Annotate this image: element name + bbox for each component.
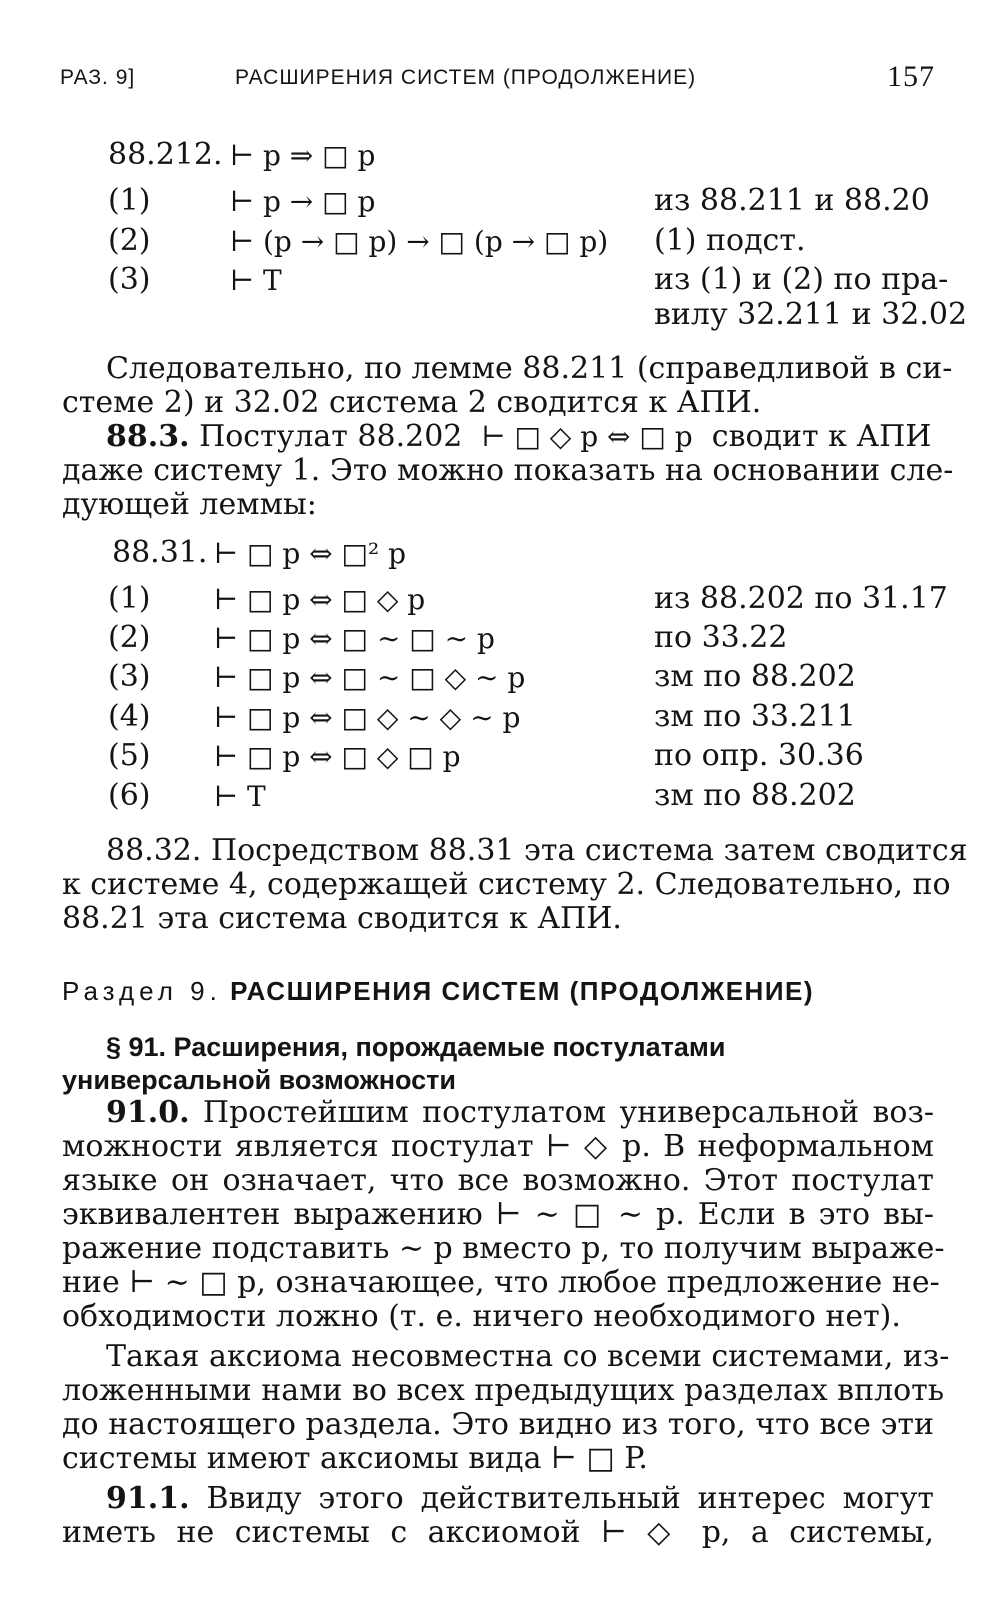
- paragraph-line: ние ⊢ ∼ □ p, означающее, что любое предложение не-: [62, 1265, 940, 1300]
- postulate-formula: ⊢ □ ◇ p ⇔ □ p: [481, 420, 693, 453]
- lemma-88-212-formula: ⊢ p ⇒ □ p: [230, 139, 376, 172]
- paragraph-line: 88.21 эта система сводится к АПИ.: [62, 901, 622, 936]
- step-justification: по 33.22: [654, 620, 788, 655]
- paragraph-line: до настоящего раздела. Это видно из того, что все эти: [62, 1407, 934, 1442]
- step-justification: зм по 88.202: [654, 659, 856, 694]
- step-justification-continued: вилу 32.211 и 32.02: [654, 297, 968, 332]
- paragraph-text: Ввиду этого действительный интерес могут: [206, 1481, 934, 1516]
- step-formula: ⊢ T: [214, 780, 266, 813]
- paragraph-line: языке он означает, что все возможно. Этот постулат: [62, 1163, 934, 1198]
- step-formula: ⊢ □ p ⇔ □ ∼ □ ∼ p: [214, 622, 495, 655]
- paragraph-line: иметь не системы с аксиомой ⊢ ◇ p, а системы,: [62, 1515, 934, 1550]
- step-justification: из 88.211 и 88.20: [654, 183, 930, 218]
- step-justification: зм по 88.202: [654, 778, 856, 813]
- step-justification: (1) подст.: [654, 223, 806, 258]
- paragraph-line: к системе 4, содержащей систему 2. Следовательно, по: [62, 867, 951, 902]
- step-number: (2): [108, 620, 151, 655]
- paragraph-line: ложенными нами во всех предыдущих разделах вплоть: [62, 1373, 945, 1408]
- section-heading: [62, 974, 814, 1009]
- paragraph-line: 88.32. Посредством 88.31 эта система затем сводится: [106, 833, 968, 868]
- paragraph-line: системы имеют аксиомы вида ⊢ □ P.: [62, 1441, 648, 1476]
- paragraph-line: даже систему 1. Это можно показать на основании сле-: [62, 453, 954, 488]
- paragraph-line: обходимости ложно (т. е. ничего необходимого нет).: [62, 1299, 901, 1334]
- paragraph-text: сводит к АПИ: [711, 419, 932, 454]
- section-prefix: Раздел 9.: [62, 976, 222, 1006]
- lemma-88-212-label: 88.212.: [108, 137, 223, 172]
- step-formula: ⊢ (p → □ p) → □ (p → □ p): [230, 225, 609, 258]
- step-formula: ⊢ p → □ p: [230, 185, 376, 218]
- step-number: (5): [108, 738, 151, 773]
- step-number: (2): [108, 223, 151, 258]
- running-title: РАСШИРЕНИЯ СИСТЕМ (ПРОДОЛЖЕНИЕ): [235, 66, 697, 89]
- paragraph-line: ражение подставить ∼ p вместо p, то получим выраже-: [62, 1231, 945, 1266]
- step-formula: ⊢ □ p ⇔ □ ∼ □ ◇ ∼ p: [214, 661, 526, 694]
- paragraph-line: можности является постулат ⊢ ◇ p. В неформальном: [62, 1129, 934, 1164]
- section-number: 88.3.: [106, 419, 190, 454]
- step-number: (1): [108, 183, 151, 218]
- paragraph-line: Следовательно, по лемме 88.211 (справедливой в си-: [106, 351, 953, 386]
- step-formula: ⊢ □ p ⇔ □ ◇ p: [214, 583, 426, 616]
- paragraph-line: Такая аксиома несовместна со всеми системами, из-: [106, 1339, 950, 1374]
- paragraph-line: стеме 2) и 32.02 система 2 сводится к АПИ.: [62, 385, 762, 420]
- subsection-heading-line-1: § 91. Расширения, порождаемые постулатами: [106, 1032, 726, 1062]
- step-formula: ⊢ T: [230, 264, 282, 297]
- paragraph-88-3-line-1: [106, 420, 931, 454]
- chapter-ref: РАЗ. 9]: [60, 66, 136, 89]
- paragraph-text: Простейшим постулатом универсальной воз-: [202, 1095, 934, 1130]
- step-justification: из (1) и (2) по пра-: [654, 262, 949, 297]
- step-number: (3): [108, 659, 151, 694]
- section-number: 91.0.: [106, 1095, 190, 1130]
- section-title: РАСШИРЕНИЯ СИСТЕМ (ПРОДОЛЖЕНИЕ): [230, 976, 815, 1006]
- step-justification: по опр. 30.36: [654, 738, 864, 773]
- step-justification: из 88.202 по 31.17: [654, 581, 948, 616]
- section-number: 91.1.: [106, 1481, 190, 1516]
- step-number: (3): [108, 262, 151, 297]
- step-formula: ⊢ □ p ⇔ □ ◇ ∼ ◇ ∼ p: [214, 701, 521, 734]
- step-number: (1): [108, 581, 151, 616]
- paragraph-91-1-line-1: [106, 1482, 934, 1516]
- step-justification: зм по 33.211: [654, 699, 856, 734]
- lemma-88-31-formula: ⊢ □ p ⇔ □² p: [214, 537, 407, 570]
- paragraph-text: Постулат 88.202: [199, 419, 463, 454]
- paragraph-line: эквивалентен выражению ⊢ ∼ □ ∼ p. Если в это вы-: [62, 1197, 934, 1232]
- running-header: [60, 60, 935, 100]
- page-number: 157: [887, 60, 935, 93]
- paragraph-91-0-line-1: [106, 1096, 934, 1130]
- lemma-88-31-label: 88.31.: [112, 535, 208, 570]
- paragraph-line: дующей леммы:: [62, 487, 317, 522]
- step-number: (6): [108, 778, 151, 813]
- subsection-heading-line-2: универсальной возможности: [62, 1065, 456, 1095]
- step-formula: ⊢ □ p ⇔ □ ◇ □ p: [214, 740, 461, 773]
- step-number: (4): [108, 699, 151, 734]
